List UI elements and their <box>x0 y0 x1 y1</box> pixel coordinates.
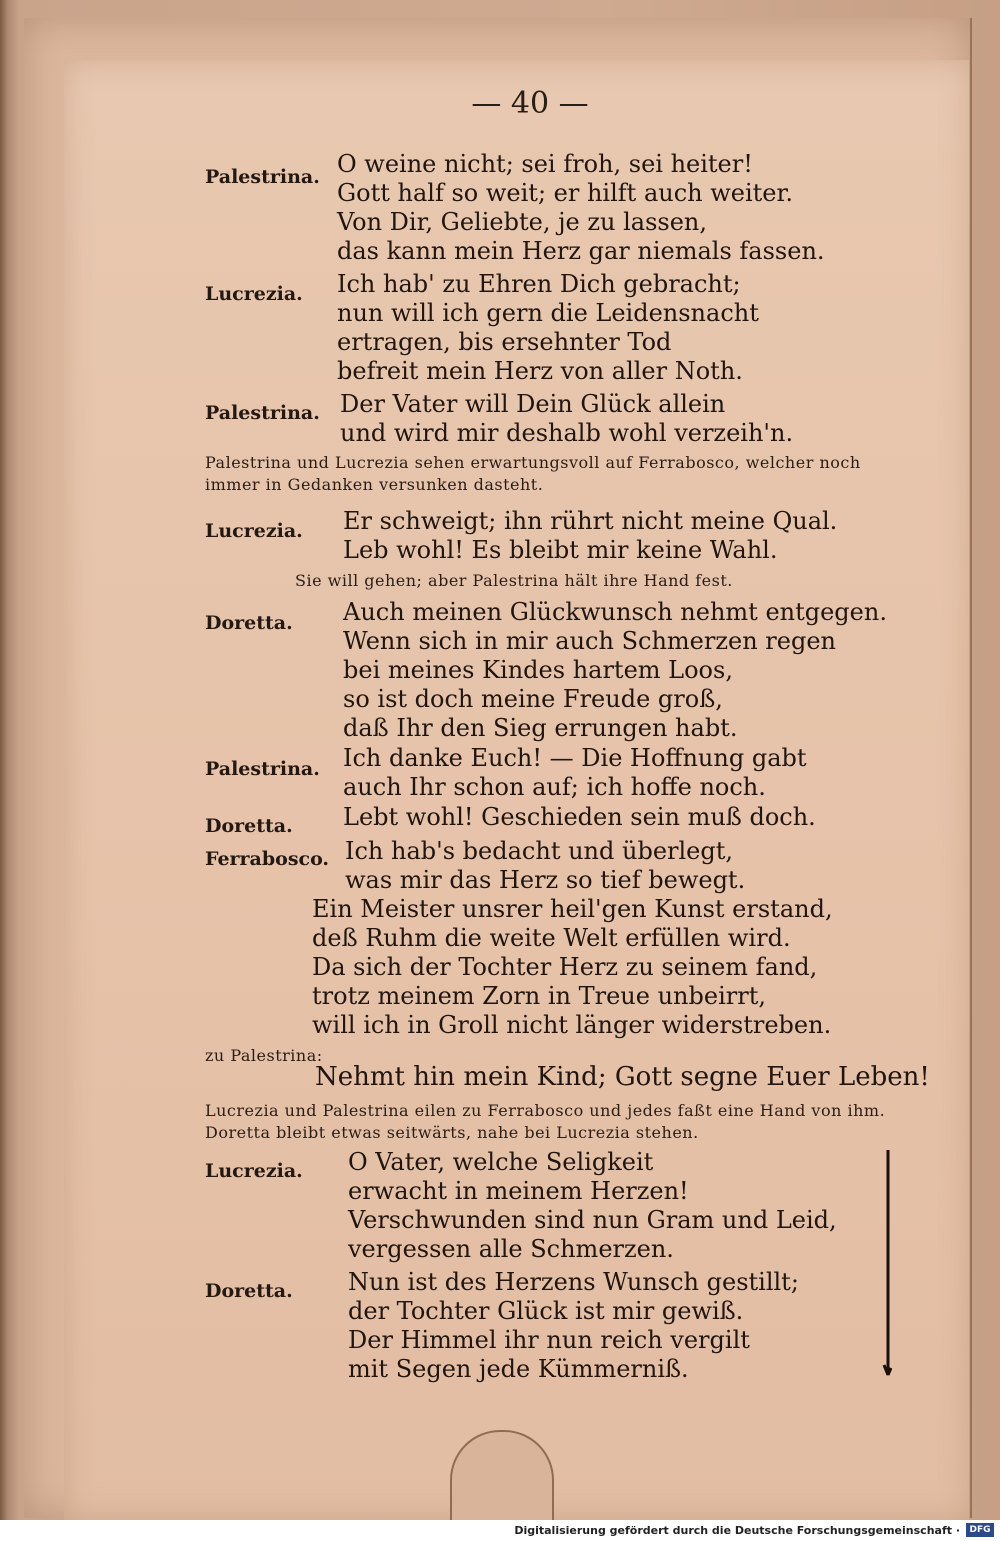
speaker-label: Doretta. <box>205 815 293 837</box>
verse-line: Ich danke Euch! — Die Hoffnung gabt <box>343 744 807 772</box>
verse-block <box>343 803 816 832</box>
verse-block <box>337 150 825 266</box>
verse-line: Gott half so weit; er hilft auch weiter. <box>337 179 793 207</box>
verse-line: das kann mein Herz gar niemals fassen. <box>337 237 825 265</box>
speaker-label: Doretta. <box>205 1280 293 1302</box>
duet-brace-icon <box>882 1150 892 1380</box>
speaker-label: Palestrina. <box>205 166 320 188</box>
verse-line: Ich hab's bedacht und überlegt, <box>345 837 734 865</box>
verse-line: Verschwunden sind nun Gram und Leid, <box>348 1206 837 1234</box>
page-number: — 40 — <box>471 86 589 121</box>
speaker-label: Palestrina. <box>205 758 320 780</box>
verse-line: trotz meinem Zorn in Treue unbeirrt, <box>312 982 766 1010</box>
verse-line: Der Himmel ihr nun reich vergilt <box>348 1326 750 1354</box>
verse-line: vergessen alle Schmerzen. <box>348 1235 674 1263</box>
verse-line: Von Dir, Geliebte, je zu lassen, <box>337 208 707 236</box>
verse-block <box>348 1148 837 1264</box>
verse-line: was mir das Herz so tief bewegt. <box>345 866 746 894</box>
verse-line: Nehmt hin mein Kind; Gott segne Euer Leben! <box>315 1062 930 1092</box>
verse-block <box>345 837 745 895</box>
verse-line: bei meines Kindes hartem Loos, <box>343 656 733 684</box>
verse-block <box>340 390 793 448</box>
verse-block <box>343 598 887 743</box>
footer-credit: Digitalisierung gefördert durch die Deutsche Forschungsgemeinschaft · <box>514 1524 960 1537</box>
stage-direction: Palestrina und Lucrezia sehen erwartungsvoll auf Ferrabosco, welcher noch immer in Gedanken versunken dasteht. <box>205 453 861 494</box>
speaker-label: Lucrezia. <box>205 283 303 305</box>
speaker-label: Ferrabosco. <box>205 848 330 870</box>
verse-line: ertragen, bis ersehnter Tod <box>337 328 672 356</box>
verse-line: deß Ruhm die weite Welt erfüllen wird. <box>312 924 791 952</box>
stage-direction: Sie will gehen; aber Palestrina hält ihre Hand fest. <box>295 571 733 590</box>
verse-block <box>312 895 833 1040</box>
verse-line: daß Ihr den Sieg errungen habt. <box>343 714 738 742</box>
verse-line: Der Vater will Dein Glück allein <box>340 390 726 418</box>
dfg-logo-icon: DFG <box>966 1523 994 1537</box>
verse-line: O weine nicht; sei froh, sei heiter! <box>337 150 753 178</box>
verse-line: nun will ich gern die Leidensnacht <box>337 299 759 327</box>
verse-line: Ein Meister unsrer heil'gen Kunst erstand, <box>312 895 833 923</box>
verse-line: und wird mir deshalb wohl verzeih'n. <box>340 419 794 447</box>
verse-line: erwacht in meinem Herzen! <box>348 1177 689 1205</box>
verse-line: O Vater, welche Seligkeit <box>348 1148 654 1176</box>
verse-line: so ist doch meine Freude groß, <box>343 685 723 713</box>
verse-line: befreit mein Herz von aller Noth. <box>337 357 743 385</box>
verse-line: will ich in Groll nicht länger widerstreben. <box>312 1011 832 1039</box>
verse-line: Er schweigt; ihn rührt nicht meine Qual. <box>343 507 838 535</box>
verse-line: auch Ihr schon auf; ich hoffe noch. <box>343 773 766 801</box>
verse-line: mit Segen jede Kümmerniß. <box>348 1355 689 1383</box>
speaker-label: Lucrezia. <box>205 520 303 542</box>
stage-direction: Lucrezia und Palestrina eilen zu Ferrabosco und jedes faßt eine Hand von ihm. Doretta bleibt etwas seitwärts, nahe bei Lucrezia stehen. <box>205 1101 886 1142</box>
verse-line: Auch meinen Glückwunsch nehmt entgegen. <box>343 598 887 626</box>
verse-line: Nun ist des Herzens Wunsch gestillt; <box>348 1268 799 1296</box>
digitization-footer <box>0 1520 1000 1541</box>
verse-block <box>343 744 807 802</box>
verse-line: Da sich der Tochter Herz zu seinem fand, <box>312 953 818 981</box>
page-tab-cutout <box>450 1430 554 1522</box>
stage-direction: zu Palestrina: <box>205 1046 323 1065</box>
verse-line: Lebt wohl! Geschieden sein muß doch. <box>343 803 816 831</box>
verse-block <box>337 270 759 386</box>
speaker-label: Palestrina. <box>205 402 320 424</box>
speaker-label: Doretta. <box>205 612 293 634</box>
verse-line: Leb wohl! Es bleibt mir keine Wahl. <box>343 536 778 564</box>
verse-line: Ich hab' zu Ehren Dich gebracht; <box>337 270 741 298</box>
verse-block <box>348 1268 799 1384</box>
verse-line: Wenn sich in mir auch Schmerzen regen <box>343 627 836 655</box>
speaker-label: Lucrezia. <box>205 1160 303 1182</box>
verse-block <box>343 507 837 565</box>
verse-line: der Tochter Glück ist mir gewiß. <box>348 1297 744 1325</box>
